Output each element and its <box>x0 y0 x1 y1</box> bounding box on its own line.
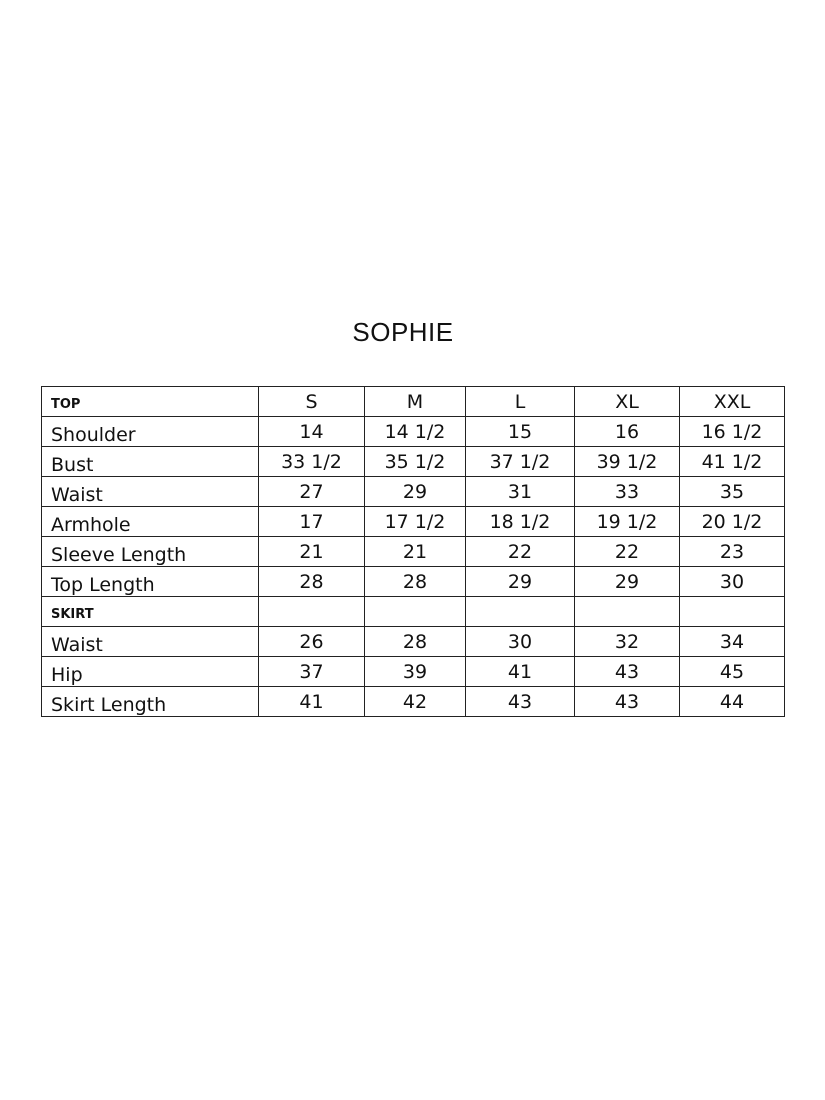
table-cell: 14 <box>259 417 365 447</box>
empty-cell <box>466 597 575 627</box>
section-row-skirt <box>42 597 785 627</box>
table-cell: 33 <box>575 477 680 507</box>
table-cell: 22 <box>466 537 575 567</box>
row-label: Skirt Length <box>42 687 259 717</box>
table-row <box>42 447 785 477</box>
table-cell: 20 1/2 <box>680 507 785 537</box>
table-cell: 33 1/2 <box>259 447 365 477</box>
table-cell: 35 1/2 <box>365 447 466 477</box>
table-cell: 28 <box>259 567 365 597</box>
size-header: L <box>466 387 575 417</box>
table-cell: 43 <box>575 657 680 687</box>
table-row <box>42 417 785 447</box>
table-cell: 23 <box>680 537 785 567</box>
row-label: Top Length <box>42 567 259 597</box>
size-header: S <box>259 387 365 417</box>
row-label: Waist <box>42 477 259 507</box>
table-row <box>42 477 785 507</box>
table-cell: 39 1/2 <box>575 447 680 477</box>
header-row <box>42 387 785 417</box>
table-cell: 16 <box>575 417 680 447</box>
table-cell: 32 <box>575 627 680 657</box>
table-cell: 29 <box>365 477 466 507</box>
table-cell: 27 <box>259 477 365 507</box>
row-label: Bust <box>42 447 259 477</box>
table-cell: 29 <box>466 567 575 597</box>
table-row <box>42 567 785 597</box>
table-cell: 28 <box>365 627 466 657</box>
table-cell: 21 <box>365 537 466 567</box>
table-row <box>42 657 785 687</box>
row-label: Hip <box>42 657 259 687</box>
table-cell: 41 <box>466 657 575 687</box>
table-cell: 26 <box>259 627 365 657</box>
section-label-skirt: SKIRT <box>42 597 259 627</box>
row-label: Waist <box>42 627 259 657</box>
page-title: SOPHIE <box>352 317 454 347</box>
table-row <box>42 627 785 657</box>
table-cell: 34 <box>680 627 785 657</box>
table-cell: 14 1/2 <box>365 417 466 447</box>
table-cell: 30 <box>680 567 785 597</box>
table-cell: 21 <box>259 537 365 567</box>
table-row <box>42 537 785 567</box>
size-chart-table <box>41 386 785 717</box>
table-cell: 45 <box>680 657 785 687</box>
table-cell: 17 1/2 <box>365 507 466 537</box>
table-cell: 19 1/2 <box>575 507 680 537</box>
section-label-top: TOP <box>42 387 259 417</box>
row-label: Armhole <box>42 507 259 537</box>
table-cell: 15 <box>466 417 575 447</box>
table-cell: 42 <box>365 687 466 717</box>
table-cell: 43 <box>575 687 680 717</box>
table-cell: 16 1/2 <box>680 417 785 447</box>
table-cell: 22 <box>575 537 680 567</box>
table-cell: 28 <box>365 567 466 597</box>
table-cell: 44 <box>680 687 785 717</box>
table-cell: 31 <box>466 477 575 507</box>
size-header: M <box>365 387 466 417</box>
row-label: Shoulder <box>42 417 259 447</box>
table-cell: 37 1/2 <box>466 447 575 477</box>
table-cell: 41 1/2 <box>680 447 785 477</box>
row-label: Sleeve Length <box>42 537 259 567</box>
empty-cell <box>259 597 365 627</box>
table-row <box>42 687 785 717</box>
empty-cell <box>680 597 785 627</box>
size-header: XL <box>575 387 680 417</box>
table-cell: 43 <box>466 687 575 717</box>
size-header: XXL <box>680 387 785 417</box>
table-cell: 17 <box>259 507 365 537</box>
table-cell: 29 <box>575 567 680 597</box>
empty-cell <box>365 597 466 627</box>
table-cell: 39 <box>365 657 466 687</box>
table-cell: 30 <box>466 627 575 657</box>
table-row <box>42 507 785 537</box>
table-cell: 37 <box>259 657 365 687</box>
table-cell: 18 1/2 <box>466 507 575 537</box>
empty-cell <box>575 597 680 627</box>
table-cell: 35 <box>680 477 785 507</box>
table-cell: 41 <box>259 687 365 717</box>
